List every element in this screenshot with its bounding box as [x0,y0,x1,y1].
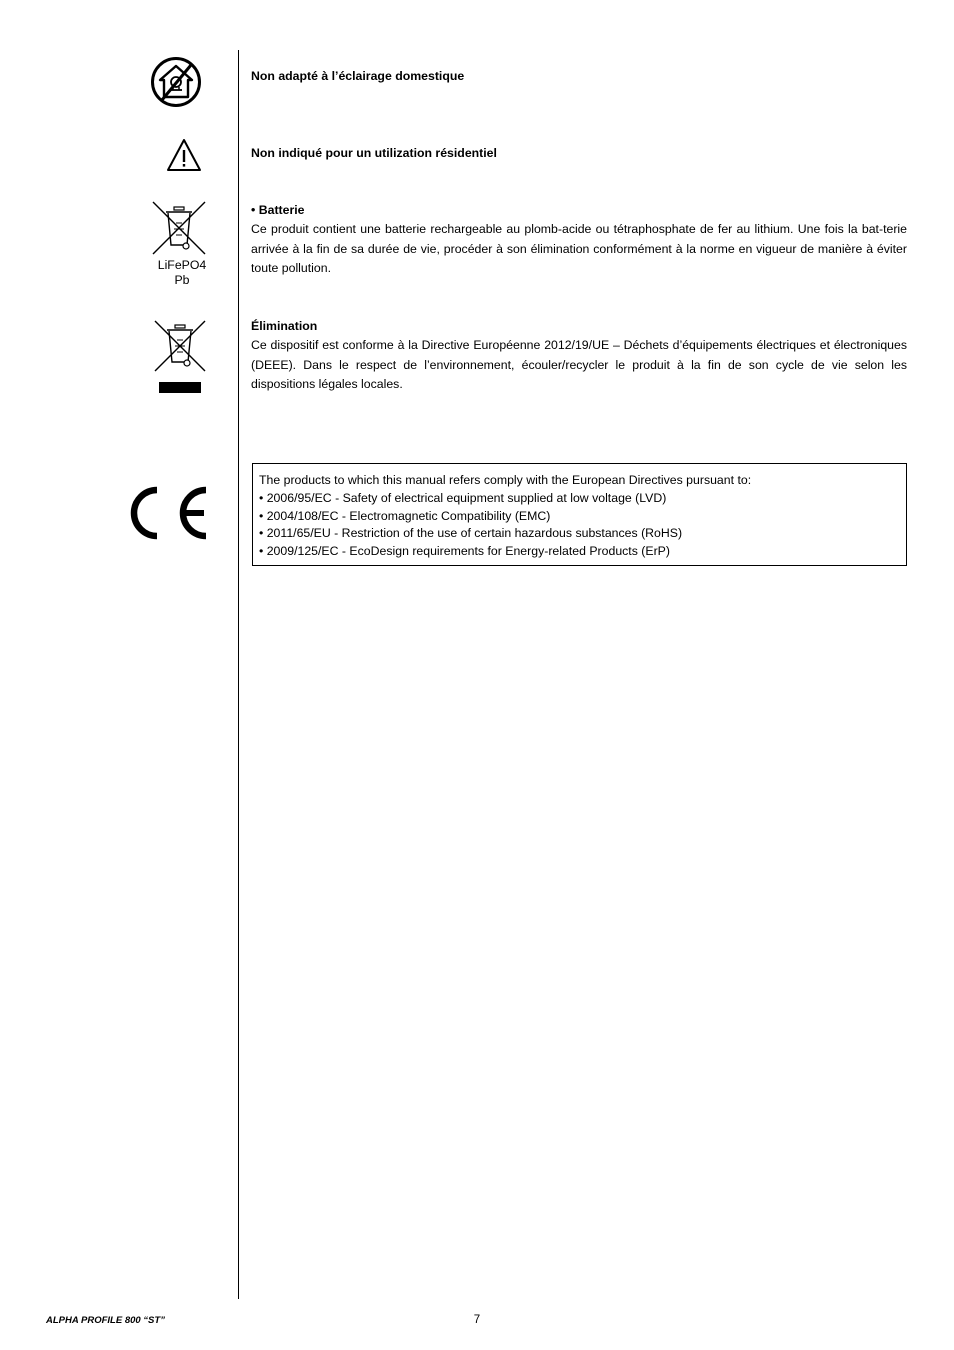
disposal-body: Ce dispositif est conforme à la Directive Européenne 2012/19/UE – Déchets d’équipements électriques et électroniques (DEEE). Dans le respect de l’environnement, écouler/recycler le produit à la fin de son cycle de vie selon les dispositions légales locales. [251,338,907,391]
not-residential-text: Non indiqué pour un utilization résidentiel [251,146,497,160]
ce-directive-item: • 2011/65/EU - Restriction of the use of certain hazardous substances (RoHS) [259,526,683,541]
ce-intro: The products to which this manual refers comply with the European Directives pursuant to: [259,473,752,487]
crossed-bin-weee-icon [154,320,206,396]
ce-compliance-box [252,463,907,566]
battery-icon-label-1: LiFePO4 [157,258,207,272]
crossed-bin-battery-icon [152,201,206,255]
disposal-heading: Élimination [251,319,318,333]
not-domestic-text: Non adapté à l’éclairage domestique [251,69,465,83]
ce-directive-item: • 2006/95/EC - Safety of electrical equipment supplied at low voltage (LVD) [259,490,667,505]
battery-icon-label-2: Pb [174,273,190,287]
disposal-section [251,317,907,394]
page-number: 7 [473,1314,481,1326]
column-divider [238,50,239,1299]
no-domestic-lighting-icon [150,56,202,108]
battery-heading: • Batterie [251,203,305,217]
ce-directive-item: • 2009/125/EC - EcoDesign requirements for Energy-related Products (ErP) [259,544,670,559]
ce-mark-icon [130,484,210,542]
battery-section [251,201,907,278]
battery-body: Ce produit contient une batterie rechargeable au plomb-acide ou tétraphosphate de fer au lithium. Une fois la bat-terie arrivée à la fin de sa durée de vie, procéder à son élimination conformément à la norme en vigueur de manière à éviter toute pollution. [251,222,907,275]
warning-triangle-icon [166,137,202,173]
ce-directive-item: • 2004/108/EC - Electromagnetic Compatibility (EMC) [259,508,551,523]
footer-product-name: ALPHA PROFILE 800 “ST” [46,1315,165,1326]
